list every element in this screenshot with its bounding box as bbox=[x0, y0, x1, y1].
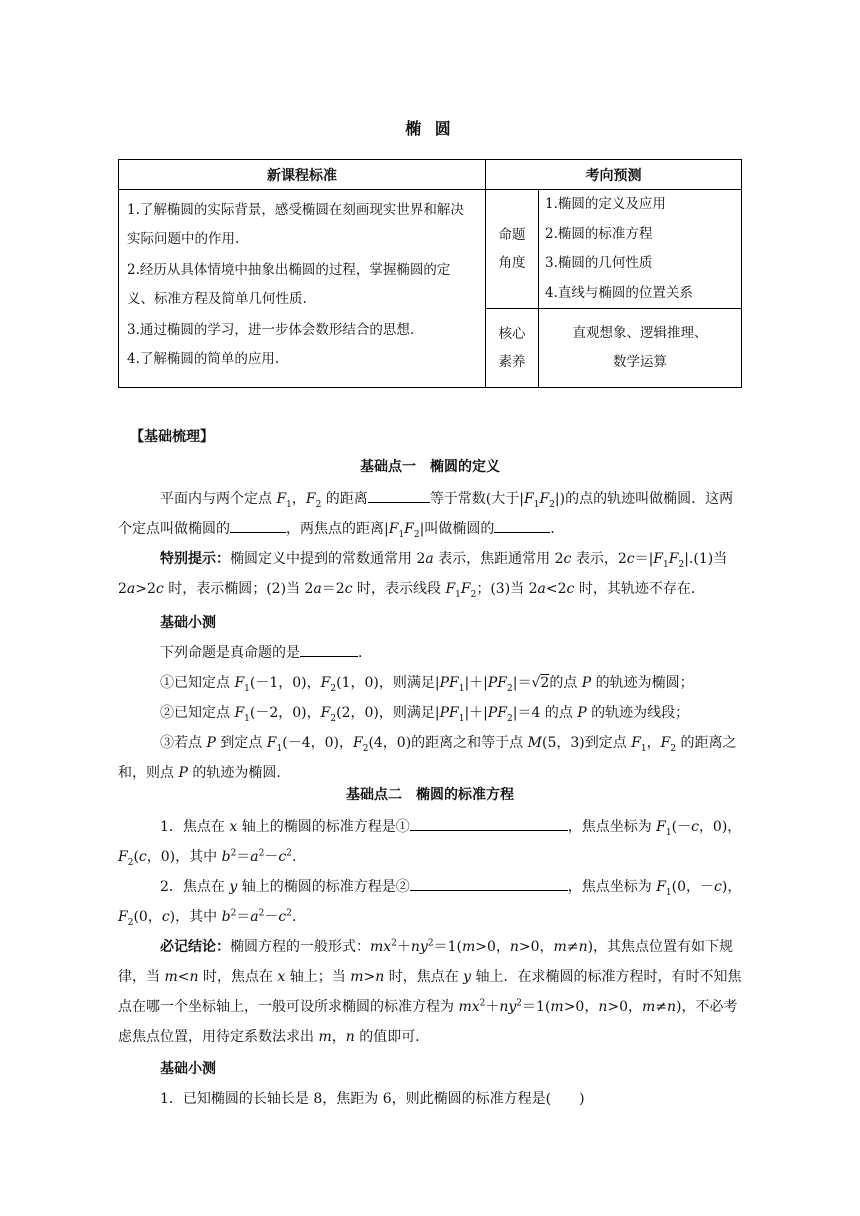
point2-title: 基础点二 椭圆的标准方程 bbox=[346, 787, 514, 803]
small-test-label-2: 基础小测 bbox=[160, 1061, 216, 1077]
category-core bbox=[486, 309, 539, 388]
standard-item: 4.了解椭圆的简单的应用. bbox=[127, 351, 280, 367]
core-line1: 直观想象、逻辑推理、 bbox=[572, 325, 708, 341]
special-tip: 特别提示：椭圆定义中提到的常数通常用 2a 表示，焦距通常用 2c 表示，$2c=|F_1F_2|.(1)$当 2a>2c 时，表示椭圆；(2)当 2a＝2c 时，表示线段 $F_1F_2$；(3)当 2a<2c 时，其轨迹不存在． bbox=[118, 551, 728, 600]
section-label: 【基础梳理】 bbox=[130, 429, 214, 445]
curriculum-table bbox=[118, 159, 742, 388]
small-test-2 bbox=[118, 1054, 744, 1114]
category-core-line2: 素养 bbox=[498, 354, 526, 370]
definition-block bbox=[118, 484, 744, 604]
question-1: 1．已知椭圆的长轴长是 8，焦距为 6，则此椭圆的标准方程是( ) bbox=[160, 1091, 585, 1107]
equation-item-2: 2．焦点在 y 轴上的椭圆的标准方程是② ，焦点坐标为 $F_1(0$，－c)，$F_2(0$，c)，其中 $b^2=a^2-c^2$. bbox=[118, 872, 744, 932]
category-angle bbox=[486, 190, 539, 309]
header-standards: 新课程标准 bbox=[119, 160, 486, 190]
must-remember-label: 必记结论： bbox=[160, 939, 230, 955]
special-tip-label: 特别提示： bbox=[160, 551, 230, 567]
option-3: ③若点 P 到定点 $F_1(-4$，0)，$F_2(4$，0)的距离之和等于点 M(5，3)到定点 $F_1$，$F_2$ 的距离之和，则点 P 的轨迹为椭圆． bbox=[118, 735, 737, 781]
question-stem: 下列命题是真命题的是 ． bbox=[118, 638, 744, 668]
angle-item: 4.直线与椭圆的位置关系 bbox=[545, 284, 693, 301]
small-test-1 bbox=[118, 608, 744, 788]
angles-cell bbox=[539, 190, 742, 309]
core-cell bbox=[539, 309, 742, 388]
category-angle-line1: 命题 bbox=[498, 227, 526, 243]
standard-equation-block bbox=[118, 812, 744, 1052]
standard-item: 3.通过椭圆的学习，进一步体会数形结合的思想. bbox=[127, 322, 415, 338]
standards-cell bbox=[119, 190, 486, 388]
definition-paragraph: 平面内与两个定点 $F_1$，$F_2$ 的距离 等于常数(大于$|F_1F_2|$)的点的轨迹叫做椭圆．这两个定点叫做椭圆的 ，两焦点的距离$|F_1F_2|$叫做椭圆的 ． bbox=[118, 484, 744, 544]
standard-item: 2.经历从具体情境中抽象出椭圆的过程，掌握椭圆的定义、标准方程及简单几何性质. bbox=[127, 262, 451, 307]
angle-item: 2.椭圆的标准方程 bbox=[545, 225, 653, 242]
angle-item: 1.椭圆的定义及应用 bbox=[545, 196, 666, 212]
option-1: ①已知定点 $F_1(-1$，0)，$F_2(1$，0)，则满足$|PF_1|+|PF_2|=√2$的点 P 的轨迹为椭圆； bbox=[160, 675, 694, 694]
category-core-line1: 核心 bbox=[498, 326, 526, 342]
angle-item: 3.椭圆的几何性质 bbox=[545, 255, 653, 271]
header-forecast: 考向预测 bbox=[486, 160, 742, 190]
standard-item: 1.了解椭圆的实际背景，感受椭圆在刻画现实世界和解决实际问题中的作用. bbox=[127, 202, 464, 247]
category-angle-line2: 角度 bbox=[498, 255, 526, 271]
point1-title: 基础点一 椭圆的定义 bbox=[360, 459, 500, 475]
equation-item-1: 1．焦点在 x 轴上的椭圆的标准方程是① ，焦点坐标为 $F_1(-c$，0)，$F_2(c$，0)，其中 $b^2=a^2-c^2$. bbox=[118, 812, 744, 872]
page-title: 椭 圆 bbox=[405, 119, 455, 138]
small-test-label: 基础小测 bbox=[160, 615, 216, 631]
option-2: ②已知定点 $F_1(-2$，0)，$F_2(2$，0)，则满足$|PF_1|+|PF_2|=4$ 的点 P 的轨迹为线段； bbox=[160, 705, 690, 724]
core-line2: 数学运算 bbox=[613, 354, 667, 370]
must-remember: 必记结论：椭圆方程的一般形式：$mx^2+ny^2=1(m>0$，n>0，m≠n)，其焦点位置有如下规律，当 m<n 时，焦点在 x 轴上；当 m>n 时，焦点在 y 轴上．在求椭圆的标准方程时，有时不知焦点在哪一个坐标轴上，一般可设所求椭圆的标准方程为 $mx^2+ny^2=1(m>0$，n>0，m≠n)，不必考虑焦点位置，用待定系数法求出 m，n 的值即可． bbox=[118, 938, 742, 1045]
